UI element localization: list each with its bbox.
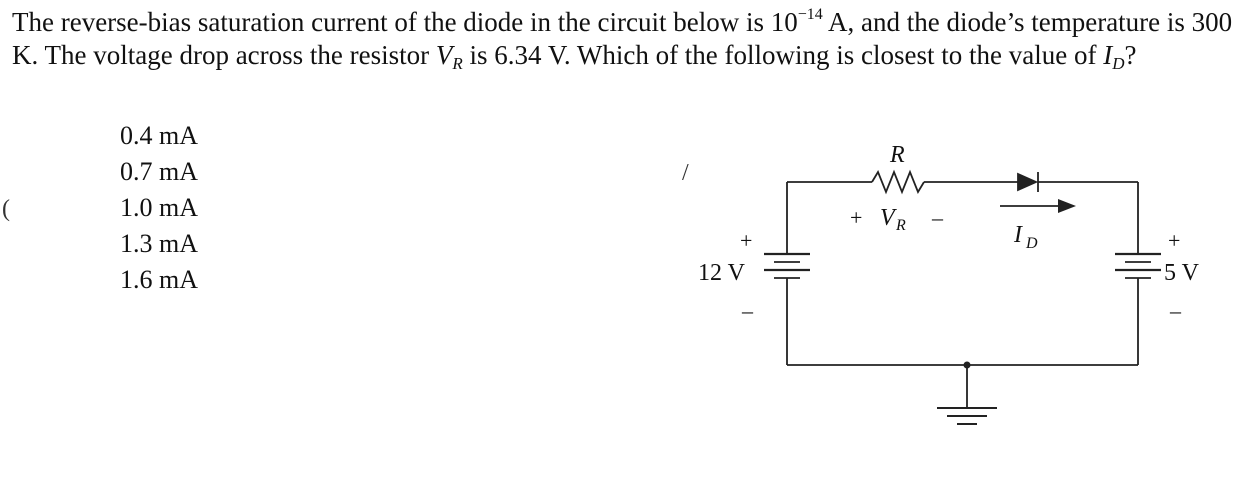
scan-mark-tick: / xyxy=(682,160,689,186)
diode-symbol xyxy=(1018,174,1036,190)
ground-junction xyxy=(964,362,971,369)
current-arrow-head xyxy=(1058,199,1076,213)
vr-symbol: V xyxy=(435,40,453,70)
question-part3: is 6.34 V. Which of the following is closest to the value of xyxy=(462,40,1104,70)
vr-label-sub: R xyxy=(896,217,906,234)
id-subscript: D xyxy=(1112,54,1125,73)
left-source-value: 12 V xyxy=(698,260,745,286)
resistor-symbol xyxy=(872,172,924,192)
left-source-minus: – xyxy=(742,298,753,323)
id-symbol: I xyxy=(1103,40,1113,70)
question-part1: The reverse-bias saturation current of the diode in the circuit below is 10 xyxy=(12,7,798,37)
answer-option: 1.0 mA xyxy=(120,193,198,222)
vr-label: V xyxy=(880,205,895,231)
question-part2: A, and the diode’s temperature is 300 K. The voltage drop across the resistor xyxy=(12,7,1233,70)
exponent: −14 xyxy=(797,6,823,23)
vr-plus: + xyxy=(850,205,863,230)
scan-mark-left: ( xyxy=(2,196,10,222)
answer-option: 1.3 mA xyxy=(120,229,198,258)
answer-option: 0.4 mA xyxy=(120,121,198,150)
resistor-label: R xyxy=(890,142,905,168)
vr-subscript: R xyxy=(452,54,463,73)
current-label: I xyxy=(1014,222,1022,248)
left-source-plus: + xyxy=(740,228,753,253)
vr-minus: – xyxy=(932,205,943,230)
answer-option: 0.7 mA xyxy=(120,157,198,186)
right-source-minus: – xyxy=(1170,298,1181,323)
current-label-sub: D xyxy=(1026,235,1038,252)
answer-option: 1.6 mA xyxy=(120,265,198,294)
right-source-value: 5 V xyxy=(1164,260,1199,286)
right-source-plus: + xyxy=(1168,228,1181,253)
question-part4: ? xyxy=(1124,40,1137,70)
